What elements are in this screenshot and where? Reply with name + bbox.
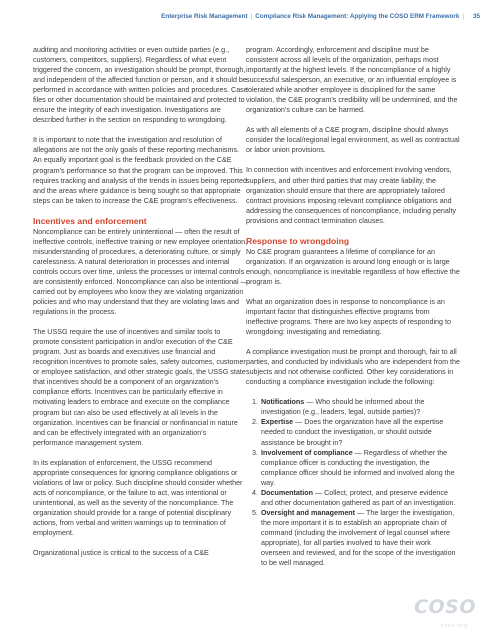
list-item <box>260 397 461 417</box>
paragraph: In its explanation of enforcement, the USSG recommend appropriate consequences for ignoring compliance obligations or violations of law or policy. Such discipline should consider whether acts of noncompliance, or the failure to act, was intentional or unintentional, as well as the severity of the noncompliance. The organization should provide for a range of potential disciplinary actions, from verbal and written warnings up to termination of employment. <box>33 458 243 538</box>
page-number: 35 <box>472 13 480 20</box>
list-item-text: — Does the organization have all the expertise needed to conduct the investigation, or should outside assistance be brought in? <box>261 418 444 447</box>
right-column <box>246 45 461 568</box>
paragraph: No C&E program guarantees a lifetime of compliance for an organization. If an organization is around long enough or is large enough, noncompliance is inevitable regardless of how effective the program is. <box>246 247 460 286</box>
coso-url: coso.org <box>440 623 468 629</box>
list-item <box>260 488 461 508</box>
left-column <box>33 45 248 568</box>
list-item <box>260 508 461 568</box>
paragraph: In connection with incentives and enforcement involving vendors, suppliers, and other third parties that may create liability, the organization should ensure that there are appropriately tailored contract provisions imposing relevant compliance obligations and addressing the consequences of noncompliance, including penalty provisions and contract termination clauses. <box>246 166 456 225</box>
paragraph: What an organization does in response to noncompliance is an important factor that distinguishes effective programs from ineffective programs. There are two key aspects of responding to wrongdoing: investigating and remediating. <box>246 297 451 337</box>
list-item-term: Documentation <box>261 488 313 497</box>
list-item-text: — Regardless of whether the compliance officer is conducting the investigation, the compliance officer should be informed and involved along the way. <box>261 448 455 487</box>
list-item-term: Expertise <box>261 418 294 427</box>
paragraph: As with all elements of a C&E program, discipline should always consider the local/regional legal environment, as well as contractual or labor union provisions. <box>246 126 460 155</box>
header-separator: | <box>250 13 253 20</box>
coso-logo: COSO <box>414 596 476 618</box>
list-item-term: Involvement of compliance <box>261 448 353 457</box>
list-item-text: — The larger the investigation, the more important it is to establish an appropriate chain of command (including the involvement of legal counsel where appropriate), for all parties involved to have their work overseen and reviewed, and for the scope of the investigation to be well managed. <box>261 508 456 568</box>
header-title: Compliance Risk Management: Applying the COSO ERM Framework <box>255 13 460 20</box>
list-item-term: Oversight and management <box>261 508 356 517</box>
paragraph: A compliance investigation must be prompt and thorough, fair to all parties, and conducted by individuals who are independent from the subjects and not otherwise conflicted. Other key considerations in conducting a compliance investigation include the following: <box>246 348 460 387</box>
header-separator-2: | <box>462 13 464 20</box>
section-heading-incentives: Incentives and enforcement <box>33 215 147 226</box>
list-item <box>260 417 461 447</box>
paragraph: Organizational justice is critical to the success of a C&E <box>33 549 209 558</box>
paragraph: program. Accordingly, enforcement and discipline must be consistent across all levels of the organization, perhaps most importantly at the highest levels. If the noncompliance of a highly successful salesperson, an executive, or an influential employee is tolerated while another employee is disciplined for the same violation, the C&E program’s credibility will be undermined, and the organization’s culture can be harmed. <box>246 46 458 115</box>
paragraph: It is important to note that the investigation and resolution of allegations are not the only goals of these reporting mechanisms. An equally important goal is the feedback provided on the C&E program’s performance so that the program can be improved. This requires tracking and analysis of the trends in issues being reported and the areas where guidance is being sought so that appropriate steps can be taken to increase the C&E program’s effectiveness. <box>33 136 247 205</box>
section-heading-response: Response to wrongdoing <box>246 235 350 246</box>
paragraph: Noncompliance can be entirely unintentional — often the result of ineffective controls, ineffective training or new employee orientation, misunderstanding of procedures, a deteriorating culture, or simply carelessness. A natural deterioration in processes and internal controls occurs over time, unless the processes or internal controls are consistently enforced. Noncompliance can also be intentional — carried out by employees who know they are violating organization policies and who may understand that they are violating laws and regulations in the process. <box>33 227 248 317</box>
list-item-text: — Who should be informed about the investigation (e.g., leaders, legal, outside parties)? <box>261 398 425 417</box>
list-item-term: Notifications <box>261 398 305 407</box>
list-item <box>260 448 461 488</box>
running-header <box>161 13 480 20</box>
header-section: Enterprise Risk Management <box>161 13 248 20</box>
list-item-text: — Collect, protect, and preserve evidence and other documentation gathered as part of an investigation. <box>261 488 456 507</box>
paragraph: auditing and monitoring activities or even outside parties (e.g., customers, competitors, suppliers). Regardless of what event triggered the concern, an investigation should be prompt, thorough, and independent of the affected function or person, and it should be performed in accordance with written policies and procedures. Case files or other documentation should be maintained and protected to ensure the integrity of each investigation. Investigations are described further in the section on responding to wrongdoing. <box>33 46 248 125</box>
considerations-list <box>246 397 461 568</box>
paragraph: The USSG require the use of incentives and similar tools to promote consistent participation in and/or execution of the C&E program. Just as boards and executives use financial and recognition incentives to promote sales, safety outcomes, customer or employee satisfaction, and other strategic goals, the USSG state that incentives should be a component of an organization’s compliance efforts. Incentives can be particularly effective in motivating leaders to embrace and execute on the compliance program but can also be used effectively at all levels in the organization. Incentives can be financial or nonfinancial in nature and can be effectively integrated with an organization’s performance management system. <box>33 328 246 447</box>
